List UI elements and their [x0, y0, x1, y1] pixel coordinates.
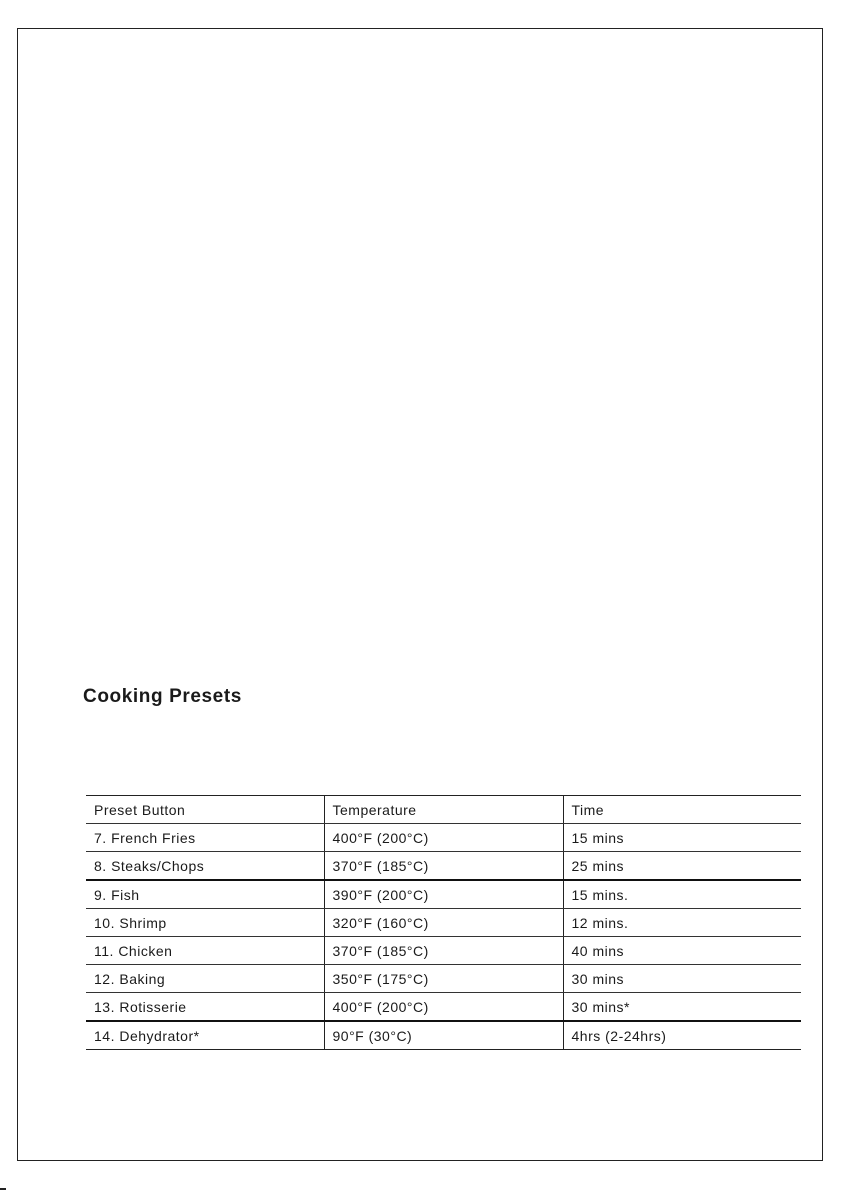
preset-cell: 13. Rotisserie [86, 993, 324, 1022]
preset-cell: 10. Shrimp [86, 909, 324, 937]
time-cell: 15 mins. [563, 880, 801, 909]
time-cell: 25 mins [563, 852, 801, 881]
table-row [86, 1021, 801, 1050]
preset-cell: 12. Baking [86, 965, 324, 993]
crop-mark [0, 1188, 6, 1190]
time-cell: 15 mins [563, 824, 801, 852]
table-row [86, 965, 801, 993]
table-header-row [86, 796, 801, 824]
preset-cell: 9. Fish [86, 880, 324, 909]
header-time: Time [563, 796, 801, 824]
time-cell: 30 mins* [563, 993, 801, 1022]
temperature-cell: 90°F (30°C) [324, 1021, 563, 1050]
temperature-cell: 400°F (200°C) [324, 824, 563, 852]
preset-cell: 14. Dehydrator* [86, 1021, 324, 1050]
time-cell: 30 mins [563, 965, 801, 993]
time-cell: 40 mins [563, 937, 801, 965]
table-row [86, 937, 801, 965]
table-row [86, 909, 801, 937]
preset-cell: 11. Chicken [86, 937, 324, 965]
header-temperature: Temperature [324, 796, 563, 824]
temperature-cell: 370°F (185°C) [324, 937, 563, 965]
temperature-cell: 370°F (185°C) [324, 852, 563, 881]
section-title: Cooking Presets [83, 686, 242, 707]
time-cell: 12 mins. [563, 909, 801, 937]
temperature-cell: 320°F (160°C) [324, 909, 563, 937]
preset-cell: 8. Steaks/Chops [86, 852, 324, 881]
header-preset-button: Preset Button [86, 796, 324, 824]
table-row [86, 993, 801, 1022]
table-row [86, 824, 801, 852]
cooking-presets-table [86, 795, 801, 1050]
preset-cell: 7. French Fries [86, 824, 324, 852]
temperature-cell: 400°F (200°C) [324, 993, 563, 1022]
table-row [86, 880, 801, 909]
time-cell: 4hrs (2-24hrs) [563, 1021, 801, 1050]
table-row [86, 852, 801, 881]
temperature-cell: 350°F (175°C) [324, 965, 563, 993]
temperature-cell: 390°F (200°C) [324, 880, 563, 909]
